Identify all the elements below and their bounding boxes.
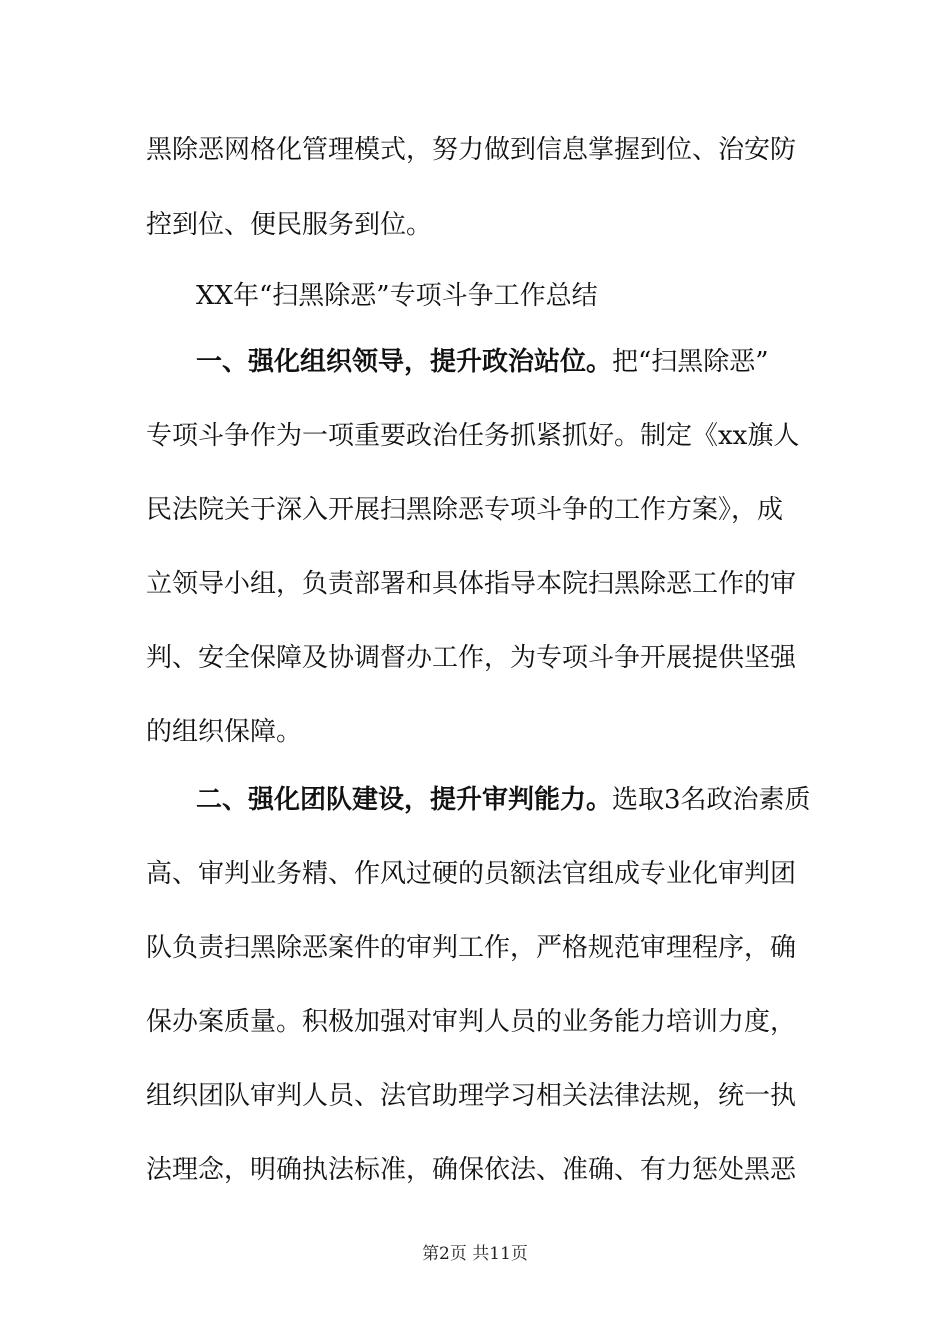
- body-text-line: 队负责扫黑除恶案件的审判工作，严格规范审理程序，确: [146, 933, 797, 963]
- body-text-line: 的组织保障。: [146, 717, 303, 747]
- body-text: 选取3名政治素质: [612, 785, 811, 815]
- body-text-line: 保办案质量。积极加强对审判人员的业务能力培训力度，: [146, 1007, 797, 1037]
- body-text-line: 控到位、便民服务到位。: [146, 210, 433, 240]
- section-title: XX年“扫黑除恶”专项斗争工作总结: [196, 281, 598, 311]
- paragraph-1-first-line: [196, 342, 856, 382]
- body-text-line: 民法院关于深入开展扫黑除恶专项斗争的工作方案》，成: [146, 495, 784, 525]
- body-text: 把“扫黑除恶”: [612, 347, 769, 377]
- body-text-line: 高、审判业务精、作风过硬的员额法官组成专业化审判团: [146, 859, 797, 889]
- page-footer: 第2页 共11页: [422, 1244, 528, 1264]
- body-text-line: 专项斗争作为一项重要政治任务抓紧抓好。制定《xx旗人: [146, 421, 800, 451]
- paragraph-2-first-line: [196, 780, 856, 820]
- body-text-line: 黑除恶网格化管理模式，努力做到信息掌握到位、治安防: [146, 135, 797, 165]
- heading-one: 一、强化组织领导，提升政治站位。: [196, 347, 613, 377]
- body-text-line: 判、安全保障及协调督办工作，为专项斗争开展提供坚强: [146, 643, 797, 673]
- heading-two: 二、强化团队建设，提升审判能力。: [196, 785, 613, 815]
- body-text-line: 法理念，明确执法标准，确保依法、准确、有力惩处黑恶: [146, 1155, 797, 1185]
- body-text-line: 组织团队审判人员、法官助理学习相关法律法规，统一执: [146, 1081, 797, 1111]
- body-text-line: 立领导小组，负责部署和具体指导本院扫黑除恶工作的审: [146, 569, 797, 599]
